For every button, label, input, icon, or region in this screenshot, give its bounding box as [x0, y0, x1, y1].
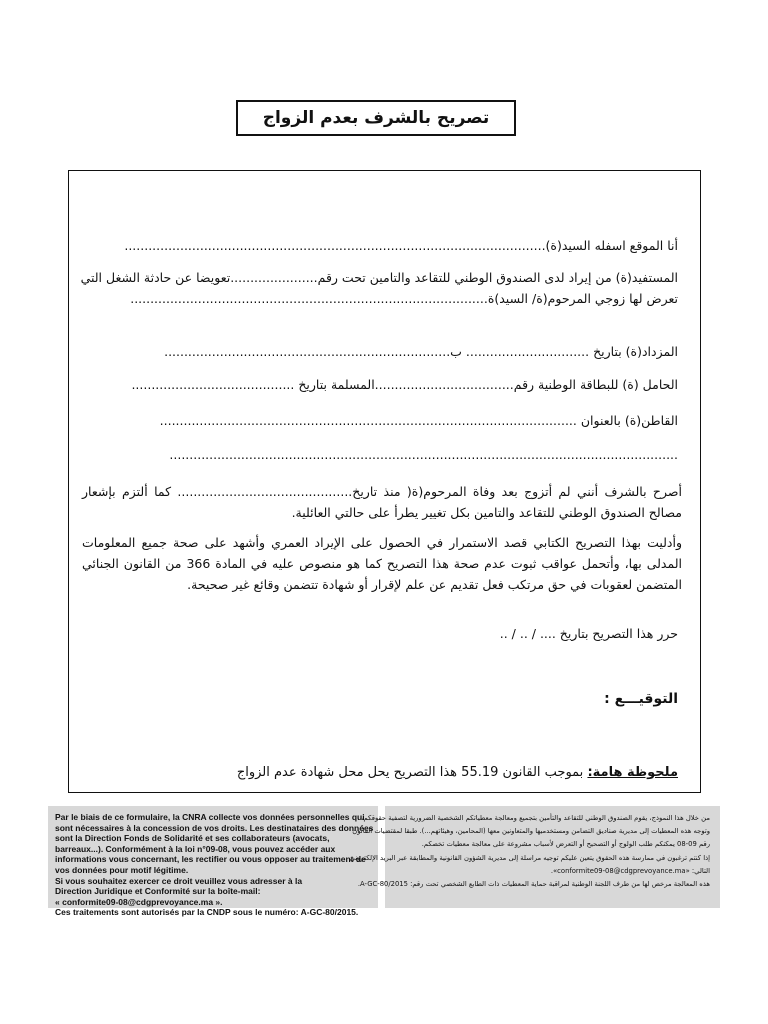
- footer-fr-line: « conformite09-08@cdgprevoyance.ma ».: [55, 896, 223, 907]
- page-title: تصريح بالشرف بعدم الزواج: [262, 108, 490, 128]
- title-box: [236, 100, 516, 136]
- footer-fr-line: barreaux...). Conformément à la loi n°09-08, vous pouvez accéder aux: [55, 843, 336, 854]
- signature-label: التوقيـــع :: [604, 691, 678, 707]
- note-label: ملحوظة هامة:: [587, 765, 678, 780]
- footer-ar-line: هذه المعالجة مرخص لها من طرف اللجنة الوطنية لمراقبة حماية المعطيات ذات الطابع الشخصي تحت رقم: A-GC-80/2015.: [357, 880, 710, 889]
- footer-fr-line: vos données pour motif légitime.: [55, 864, 189, 875]
- note-line: [237, 764, 678, 781]
- footer-ar-line: من خلال هذا النموذج، يقوم الصندوق الوطني للتقاعد والتأمين بتجميع ومعالجة معطياتكم الشخصية الضرورية لتصفية حقوقكم،: [361, 814, 710, 822]
- footer-text-fr: [55, 812, 373, 918]
- footer-fr-line: sont nécessaires à la concession de vos droits. Les destinataires des données: [55, 822, 374, 833]
- declaration-paragraph: أصرح بالشرف أنني لم أتزوج بعد وفاة المرحوم(ة( منذ تاريخ............................................ كما ألتزم بإشعار مصالح الصندوق الوطني للتقاعد والتامين بكل تغيير يطرأ على حالتي العائلية.: [82, 484, 682, 520]
- footer-fr-line: Direction Juridique et Conformité sur la boîte-mail:: [55, 886, 261, 897]
- id-card-line: الحامل (ة) للبطاقة الوطنية رقم...................................المسلمة بتاريخ .........................................: [131, 377, 678, 392]
- footer-ar-line: رقم 09-08 يمكنكم طلب الولوج أو التصحيح أو التعرض لأسباب مشروعة على معالجة معطيات تخصكم.: [421, 840, 710, 849]
- footer-ar-line: التالي: «conformite09-08@cdgprevoyance.ma».: [550, 866, 710, 875]
- date-line: حرر هذا التصريح بتاريخ .... / .. / ..: [499, 626, 678, 641]
- footer-fr-line: Par le biais de ce formulaire, la CNRA collecte vos données personnelles qui: [55, 812, 365, 822]
- beneficiary-line: المستفيد(ة) من إيراد لدى الصندوق الوطني للتقاعد والتامين تحت رقم......................تعويضا عن حادثة الشغل التي: [80, 270, 678, 285]
- footer-ar-line: وتوجه هذه المعطيات إلى مديرية صناديق التضامن ومستخدميها والمتعاونين معها (المحامين، وهيئاتهم...). طبقا لمقتضيات القانون: [352, 827, 710, 836]
- legal-paragraph: وأدليت بهذا التصريح الكتابي قصد الاستمرار في الحصول على الإيراد العمري وأشهد على صحة جميع المعلومات المدلى بها، وأتحمل عواقب ثبوت عدم صحة هذا التصريح كما هو منصوص عليه في المادة 366 من القانون الجنائي المتضمن لعقوبات في حق مرتكب فعل تقديم عن علم لإقرار أو شهادة تتضمن وقائع غير صحيحة.: [82, 535, 682, 592]
- address-line: القاطن(ة) بالعنوان .........................................................................................................: [159, 413, 678, 428]
- footer-fr-line: Ces traitements sont autorisés par la CNDP sous le numéro: A-GC-80/2015.: [55, 907, 359, 918]
- footer-fr-line: informations vous concernant, les rectifier ou vous opposer au traitement de: [55, 854, 366, 865]
- signatory-name-line: أنا الموقع اسفله السيد(ة)..........................................................................................................: [124, 238, 678, 253]
- note-text: بموجب القانون 55.19 هذا التصريح يحل محل شهادة عدم الزواج: [236, 765, 584, 780]
- footer-ar-line: إذا كنتم ترغبون في ممارسة هذه الحقوق يتعين عليكم توجيه مراسلة إلى مديرية الشؤون القانونية والمطابقة عبر البريد الإلكتروني: [349, 853, 710, 862]
- address-continuation-line: ................................................................................................................................: [169, 447, 678, 462]
- birth-date-line: المزداد(ة) بتاريخ ............................... ب........................................................................: [164, 344, 678, 359]
- deceased-spouse-line: تعرض لها زوجي المرحوم(ة/ السيد)ة..........................................................................................: [130, 291, 678, 306]
- footer-text-ar: [349, 812, 710, 891]
- footer-fr-line: sont la Direction Fonds de Solidarité et ses collaborateurs (avocats,: [55, 833, 330, 844]
- footer-fr-line: Si vous souhaitez exercer ce droit veuillez vous adresser à la: [55, 875, 303, 886]
